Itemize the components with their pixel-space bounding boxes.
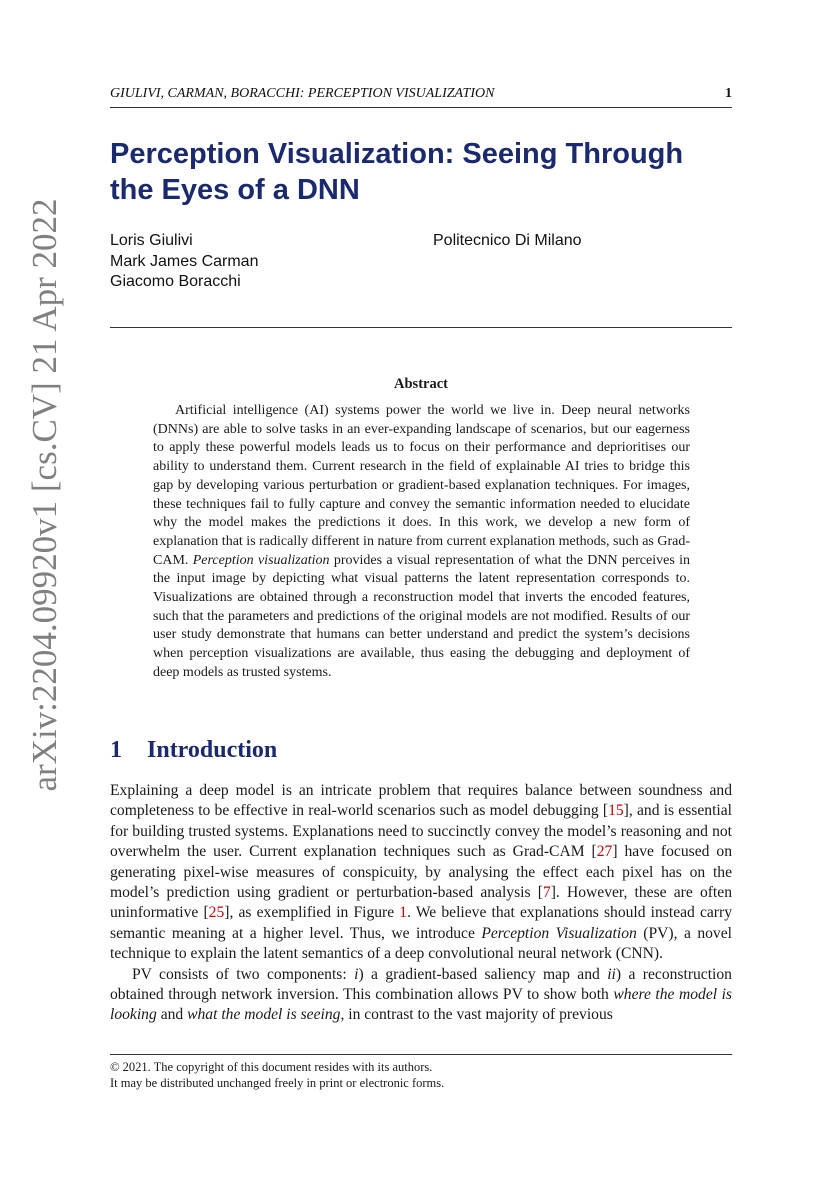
section-title: Introduction xyxy=(147,737,278,763)
paragraph xyxy=(110,965,732,1026)
abstract-heading: Abstract xyxy=(394,376,448,392)
emphasis: i xyxy=(354,965,359,983)
introduction-body xyxy=(110,781,732,1026)
affiliation: Politecnico Di Milano xyxy=(433,232,582,249)
emphasis: Perception Visualization xyxy=(481,924,637,942)
author-name: Loris Giulivi xyxy=(110,232,193,249)
emphasis: what the model is seeing xyxy=(187,1006,341,1024)
text-run: , in contrast to the vast majority of previous xyxy=(340,1006,613,1024)
section-number: 1 xyxy=(110,737,122,763)
text-run: ], as exemplified in Figure xyxy=(224,904,400,922)
text-run: ], and is essential for building trusted systems. Explanations need to succinctly convey the model’s reasoning and not overwhelm the user. Current explanation techniques such as Grad-CAM [ xyxy=(110,802,733,861)
text-run: ) a reconstruction obtained through network inversion. This combination allows PV to show both xyxy=(110,965,732,1004)
title-line-1: Perception Visualization: Seeing Through xyxy=(110,138,684,170)
text-run: (PV), a novel technique to explain the latent semantics of a deep convolutional neural network (CNN). xyxy=(110,924,732,963)
citation-link[interactable]: 7 xyxy=(542,884,551,902)
figure-reference-link[interactable]: 1 xyxy=(399,904,408,922)
arxiv-identifier-stamp xyxy=(20,195,70,795)
text-run: PV consists of two components: xyxy=(132,965,347,983)
running-head xyxy=(110,86,732,102)
paper-title xyxy=(110,136,750,208)
page-number: 1 xyxy=(725,86,732,101)
abstract-emphasis: Perception visualization xyxy=(192,552,330,568)
text-run: ] have focused on generating pixel-wise measures of conspicuity, by analysing the effect each pixel has on the model’s prediction using gradient or perturbation-based analysis [ xyxy=(110,843,732,902)
header-divider xyxy=(110,107,732,108)
author-name: Mark James Carman xyxy=(110,252,259,270)
abstract-text xyxy=(153,402,690,683)
title-divider xyxy=(110,327,732,328)
footnote-line: It may be distributed unchanged freely in print or electronic forms. xyxy=(110,1076,445,1090)
citation-link[interactable]: 25 xyxy=(208,904,225,922)
emphasis: where the model is looking xyxy=(110,986,732,1024)
text-run: and xyxy=(160,1006,184,1024)
author-name: Giacomo Boracchi xyxy=(110,273,241,290)
abstract-text-part: provides a visual representation of what the DNN perceives in the input image by depicting what visual patterns the latent representation corresponds to. Visualizations are obtained through a reconstruction model that inverts the encoded features, such that the parameters and predictions of the original models are not modified. Results of our user study demonstrate that humans can better understand and predict the system’s decisions when perception visualizations are available, thus easing the debugging and deployment of deep models as trusted systems. xyxy=(153,552,690,680)
section-heading-introduction xyxy=(110,737,277,764)
text-run: ]. However, these are often uninformative [ xyxy=(110,884,732,922)
citation-link[interactable]: 27 xyxy=(596,843,613,861)
title-line-2: the Eyes of a DNN xyxy=(110,174,360,206)
footnote-divider xyxy=(110,1054,732,1055)
abstract-text-part: Artificial intelligence (AI) systems power the world we live in. Deep neural networks (DNNs) are able to solve tasks in an ever-expanding landscape of scenarios, but our eagerness to apply these powerful models leads us to focus on their performance and deprioritises our ability to understand them. Current research in the field of explainable AI tries to bridge this gap by developing various perturbation or gradient-based explanation techniques. For images, these techniques fail to fully capture and convey the semantic information needed to elucidate why the model makes the predictions it does. In this work, we develop a new form of explanation that is radically different in nature from current explanation methods, such as Grad-CAM. xyxy=(153,403,691,568)
footnote-line: © 2021. The copyright of this document resides with its authors. xyxy=(110,1060,433,1074)
arxiv-identifier-text: arXiv:2204.09920v1 [cs.CV] 21 Apr 2022 xyxy=(25,198,64,792)
text-run: ) a gradient-based saliency map and xyxy=(358,965,600,983)
author-list xyxy=(110,231,258,293)
paragraph xyxy=(110,781,732,965)
citation-link[interactable]: 15 xyxy=(608,802,624,820)
text-run: . We believe that explanations should instead carry semantic meaning at a higher level. Thus, we introduce xyxy=(110,904,732,942)
running-head-title: GIULIVI, CARMAN, BORACCHI: PERCEPTION VISUALIZATION xyxy=(110,86,495,101)
copyright-footnote xyxy=(110,1059,732,1091)
text-run: Explaining a deep model is an intricate problem that requires balance between soundness and completeness to be effective in real-world scenarios such as model debugging [ xyxy=(110,782,732,820)
emphasis: ii xyxy=(607,965,616,983)
